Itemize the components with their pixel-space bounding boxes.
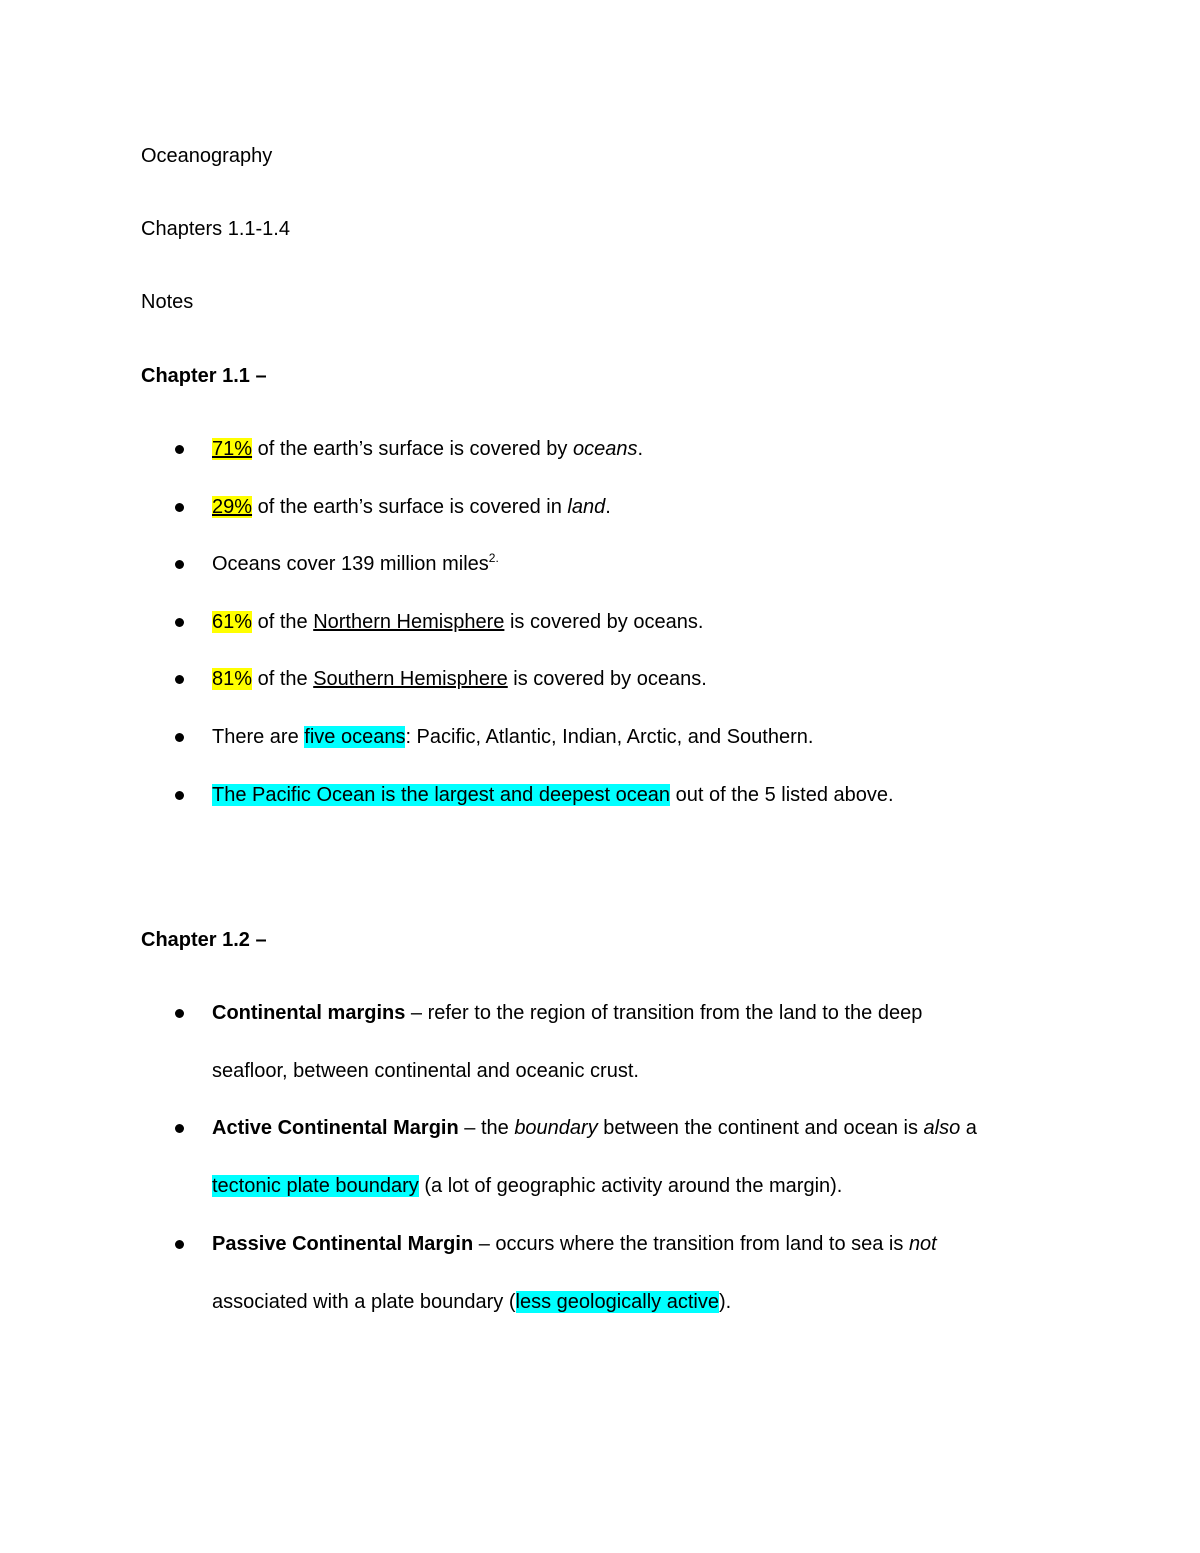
list-item-continuation: seafloor, between continental and oceanic crust. (212, 1060, 639, 1082)
chapter-1-2-heading: Chapter 1.2 – (141, 929, 267, 951)
bullet-icon (175, 1009, 184, 1018)
highlight-text: less geologically active (515, 1291, 719, 1313)
list-item: Active Continental Margin – the boundary between the continent and ocean is also a (212, 1117, 977, 1139)
bullet-icon (175, 1124, 184, 1133)
bullet-icon (175, 791, 184, 800)
list-item-continuation: associated with a plate boundary (less geologically active). (212, 1291, 732, 1313)
highlight-text: five oceans (304, 726, 406, 748)
bullet-icon (175, 445, 184, 454)
list-item: Continental margins – refer to the region of transition from the land to the deep (212, 1002, 923, 1024)
bullet-icon (175, 560, 184, 569)
course-title: Oceanography (141, 145, 273, 167)
highlight-pct: 29% (212, 496, 253, 518)
highlight-pct: 71% (212, 438, 253, 460)
list-item: There are five oceans: Pacific, Atlantic, Indian, Arctic, and Southern. (212, 726, 814, 748)
bullet-icon (175, 1240, 184, 1249)
bullet-icon (175, 675, 184, 684)
notes-label: Notes (141, 291, 194, 313)
chapter-1-1-heading: Chapter 1.1 – (141, 365, 267, 387)
list-item-continuation: tectonic plate boundary (a lot of geographic activity around the margin). (212, 1175, 843, 1197)
highlight-text: tectonic plate boundary (212, 1175, 419, 1197)
list-item: Passive Continental Margin – occurs where the transition from land to sea is not (212, 1233, 937, 1255)
bullet-icon (175, 618, 184, 627)
list-item: 61% of the Northern Hemisphere is covered by oceans. (212, 611, 704, 633)
highlight-pct: 81% (212, 668, 253, 690)
list-item: 29% of the earth’s surface is covered in land. (212, 496, 611, 518)
chapters-label: Chapters 1.1-1.4 (141, 218, 290, 240)
bullet-icon (175, 503, 184, 512)
list-item: The Pacific Ocean is the largest and deepest ocean out of the 5 listed above. (212, 784, 894, 806)
highlight-text: The Pacific Ocean is the largest and deepest ocean (212, 784, 671, 806)
highlight-pct: 61% (212, 611, 253, 633)
list-item: Oceans cover 139 million miles$^{2.}$ (212, 551, 499, 575)
bullet-icon (175, 733, 184, 742)
list-item: 71% of the earth’s surface is covered by oceans. (212, 438, 644, 460)
list-item: 81% of the Southern Hemisphere is covered by oceans. (212, 668, 707, 690)
